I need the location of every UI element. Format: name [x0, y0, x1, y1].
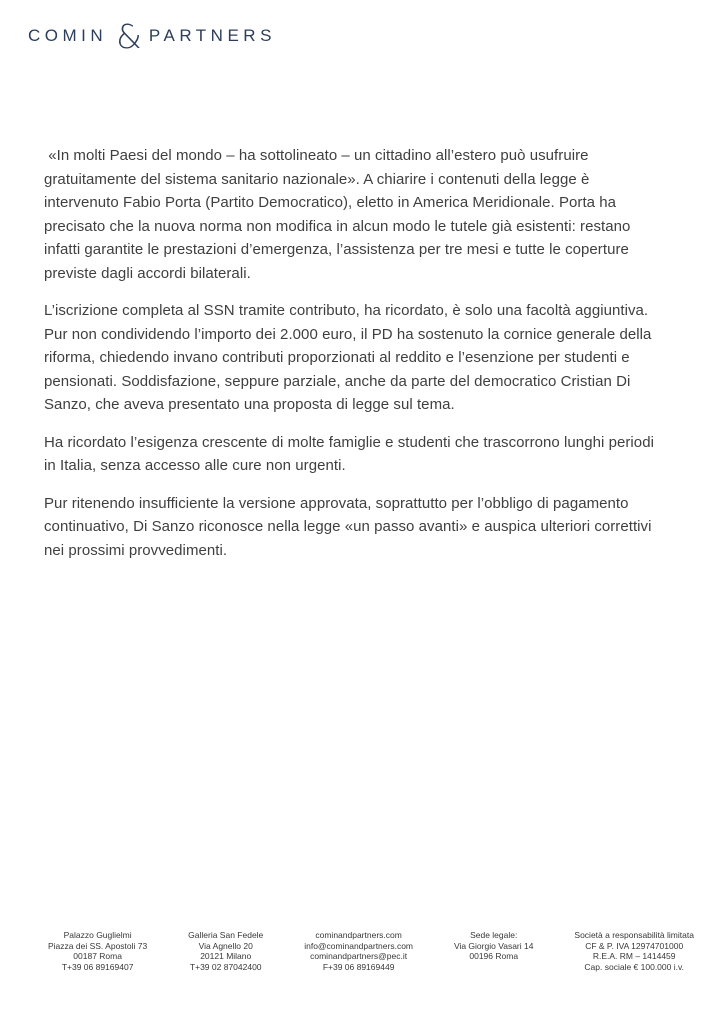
footer-line: Palazzo Guglielmi — [63, 930, 132, 940]
footer-column-rome-office — [48, 930, 147, 972]
footer-line: Sede legale: — [470, 930, 518, 940]
footer-line: cominandpartners@pec.it — [310, 951, 408, 961]
paragraph: Ha ricordato l’esigenza crescente di molte famiglie e studenti che trascorrono lunghi periodi in Italia, senza accesso alle cure non urgenti. — [44, 433, 654, 474]
logo-text-partners: PARTNERS — [148, 26, 276, 45]
footer-column-legal-address — [454, 930, 534, 962]
footer-line: Via Giorgio Vasari 14 — [453, 940, 534, 951]
footer-line: T+39 06 89169407 — [61, 961, 134, 972]
footer-line: 00196 Roma — [469, 951, 519, 961]
footer-line: Via Agnello 20 — [198, 940, 253, 951]
footer-line: 20121 Milano — [200, 951, 252, 961]
footer — [48, 930, 694, 972]
paragraph: L’iscrizione completa al SSN tramite contributo, ha ricordato, è solo una facoltà aggiuntiva. Pur non condividendo l’importo dei 2.000 euro, il PD ha sostenuto la cornice generale della riforma, chiedendo invano contributi proporzionati al reddito e l’esenzione per studenti e pensionati. Soddisfazione, seppure parziale, anche da parte del democratico Cristian Di Sanzo, che aveva presentato una proposta di legge sul tema. — [44, 302, 652, 413]
footer-line: CF & P. IVA 12974701000 — [585, 940, 684, 951]
paragraph: «In molti Paesi del mondo – ha sottolineato – un cittadino all’estero può usufruire gratuitamente del sistema sanitario nazionale». A chiarire i contenuti della legge è intervenuto Fabio Porta (Partito Democratico), eletto in America Meridionale. Porta ha precisato che la nuova norma non modifica in alcun modo le tutele già esistenti: restano infatti garantite le prestazioni d’emergenza, l’assistenza per tre mesi e tutte le coperture previste dagli accordi bilaterali. — [44, 147, 631, 282]
comin-partners-logo — [28, 18, 276, 54]
logo-text-comin: COMIN — [28, 26, 108, 45]
footer-line: cominandpartners.com — [315, 930, 402, 940]
footer-line: Piazza dei SS. Apostoli 73 — [48, 940, 148, 951]
ampersand-icon: & — [116, 17, 142, 56]
footer-line: F+39 06 89169449 — [322, 961, 395, 972]
footer-line: T+39 02 87042400 — [189, 961, 262, 972]
footer-line: R.E.A. RM – 1414459 — [592, 951, 676, 961]
article-body — [44, 144, 668, 576]
footer-column-milan-office — [188, 930, 263, 972]
footer-line: Società a responsabilità limitata — [574, 930, 694, 940]
footer-column-contacts — [304, 930, 413, 972]
footer-line: Galleria San Fedele — [188, 930, 264, 940]
paragraph: Pur ritenendo insufficiente la versione approvata, soprattutto per l’obbligo di pagamento continuativo, Di Sanzo riconosce nella legge «un passo avanti» e auspica ulteriori correttivi nei prossimi provvedimenti. — [44, 494, 652, 559]
footer-line: info@cominandpartners.com — [304, 940, 414, 951]
footer-line: Cap. sociale € 100.000 i.v. — [584, 961, 684, 972]
footer-line: 00187 Roma — [73, 951, 122, 961]
footer-column-company-info — [574, 930, 694, 972]
